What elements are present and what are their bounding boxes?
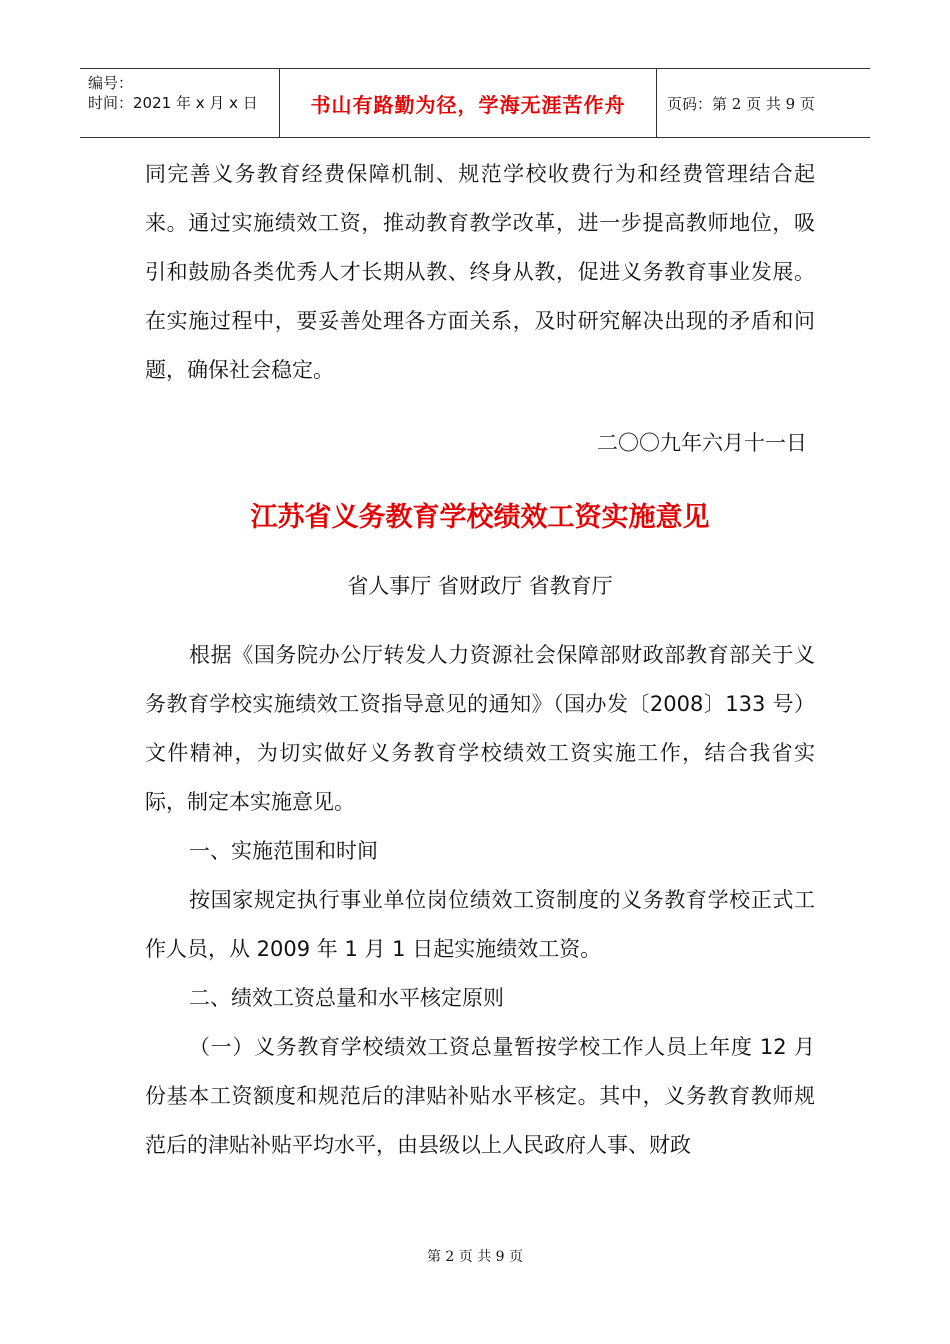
paragraph-scope: 按国家规定执行事业单位岗位绩效工资制度的义务教育学校正式工作人员，从 2009 年 1 月 1 日起实施绩效工资。: [145, 888, 815, 961]
page-header: [80, 68, 870, 138]
document-title: 江苏省义务教育学校绩效工资实施意见: [250, 502, 710, 533]
document-number-label: 编号：: [88, 74, 134, 92]
document-date: 二〇〇九年六月十一日: [597, 431, 807, 455]
page-footer: 第 2 页 共 9 页: [426, 1249, 524, 1265]
paragraph-basis: 根据《国务院办公厅转发人力资源社会保障部财政部教育部关于义务教育学校实施绩效工资指导意见的通知》（国办发〔2008〕133 号）文件精神，为切实做好义务教育学校绩效工资实施工作，结合我省实际，制定本实施意见。: [145, 643, 815, 814]
document-body: [145, 150, 815, 1170]
document-time-label: 时间：2021 年 x 月 x 日: [88, 94, 258, 112]
document-authors: 省人事厅 省财政厅 省教育厅: [347, 574, 613, 598]
paragraph-principles: （一）义务教育学校绩效工资总量暂按学校工作人员上年度 12 月份基本工资额度和规范后的津贴补贴水平核定。其中，义务教育教师规范后的津贴补贴平均水平，由县级以上人民政府人事、财政: [145, 1035, 815, 1157]
intro-paragraph: 同完善义务教育经费保障机制、规范学校收费行为和经费管理结合起来。通过实施绩效工资，推动教育教学改革，进一步提高教师地位，吸引和鼓励各类优秀人才长期从教、终身从教，促进义务教育事业发展。在实施过程中，要妥善处理各方面关系，及时研究解决出现的矛盾和问题，确保社会稳定。: [145, 162, 815, 382]
section-heading-scope: 一、实施范围和时间: [189, 839, 378, 863]
header-page-info: 页码：第 2 页 共 9 页: [667, 94, 815, 113]
header-meta: [80, 69, 280, 137]
section-heading-principles: 二、绩效工资总量和水平核定原则: [189, 986, 504, 1010]
header-motto: 书山有路勤为径，学海无涯苦作舟: [280, 69, 657, 137]
